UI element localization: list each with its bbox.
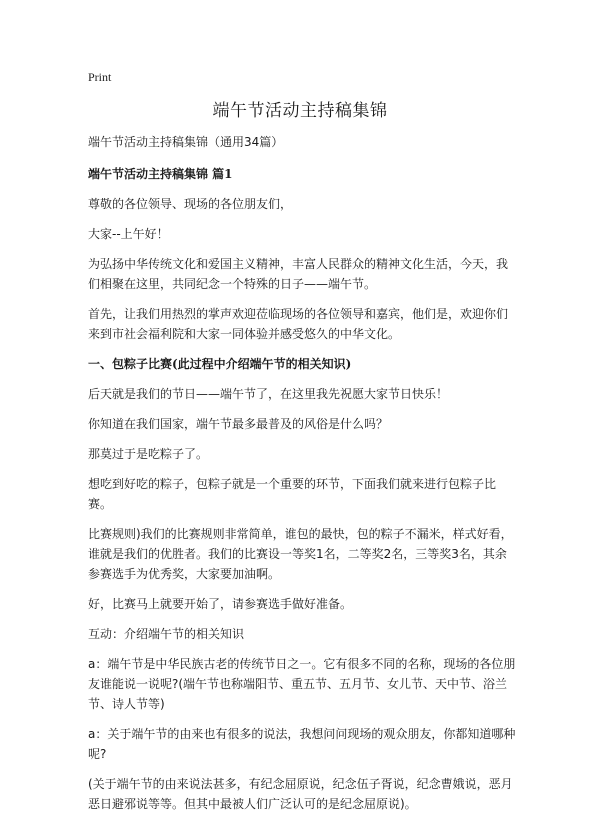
paragraph: 首先，让我们用热烈的掌声欢迎莅临现场的各位领导和嘉宾，他们是，欢迎你们来到市社会福利院和大家一同体验并感受悠久的中华文化。 (88, 307, 509, 341)
subheading: 一、包粽子比赛(此过程中介绍端午节的相关知识) (88, 357, 352, 371)
document-subtitle: 端午节活动主持稿集锦（通用34篇） (88, 135, 284, 149)
paragraph: 那莫过于是吃粽子了。 (88, 447, 209, 461)
paragraph: 互动：介绍端午节的相关知识 (88, 627, 245, 641)
paragraph: 你知道在我们国家，端午节最多最普及的风俗是什么吗？ (88, 417, 389, 431)
paragraph: 想吃到好吃的粽子，包粽子就是一个重要的环节，下面我们就来进行包粽子比赛。 (88, 477, 497, 511)
paragraph: 比赛规则)我们的比赛规则非常简单，谁包的最快，包的粽子不漏米，样式好看，谁就是我们的优胜者。我们的比赛设一等奖1名，二等奖2名，三等奖3名，其余参赛选手为优秀奖，大家要加油啊。 (88, 527, 513, 581)
paragraph: 大家--上午好！ (88, 227, 169, 241)
section-heading: 端午节活动主持稿集锦 篇1 (88, 167, 233, 181)
page-title: 端午节活动主持稿集锦 (212, 101, 388, 121)
paragraph: a：端午节是中华民族古老的传统节日之一。它有很多不同的名称，现场的各位朋友谁能说一说呢?(端午节也称端阳节、重五节、五月节、女儿节、天中节、浴兰节、诗人节等) (88, 657, 516, 711)
paragraph: 尊敬的各位领导、现场的各位朋友们， (88, 197, 293, 211)
paragraph: 为弘扬中华传统文化和爱国主义精神，丰富人民群众的精神文化生活，今天，我们相聚在这里，共同纪念一个特殊的日子——端午节。 (88, 257, 509, 291)
paragraph: a：关于端午节的由来也有很多的说法，我想问问现场的观众朋友，你都知道哪种呢? (88, 727, 516, 761)
print-link[interactable]: Print (88, 70, 112, 84)
paragraph: 好，比赛马上就要开始了，请参赛选手做好准备。 (88, 597, 353, 611)
paragraph: 后天就是我们的节日——端午节了，在这里我先祝愿大家节日快乐！ (88, 387, 449, 401)
paragraph: (关于端午节的由来说法甚多，有纪念屈原说，纪念伍子胥说，纪念曹娥说，恶月恶日避邪说等等。但其中最被人们广泛认可的是纪念屈原说)。 (88, 777, 513, 811)
document-body (88, 132, 518, 824)
